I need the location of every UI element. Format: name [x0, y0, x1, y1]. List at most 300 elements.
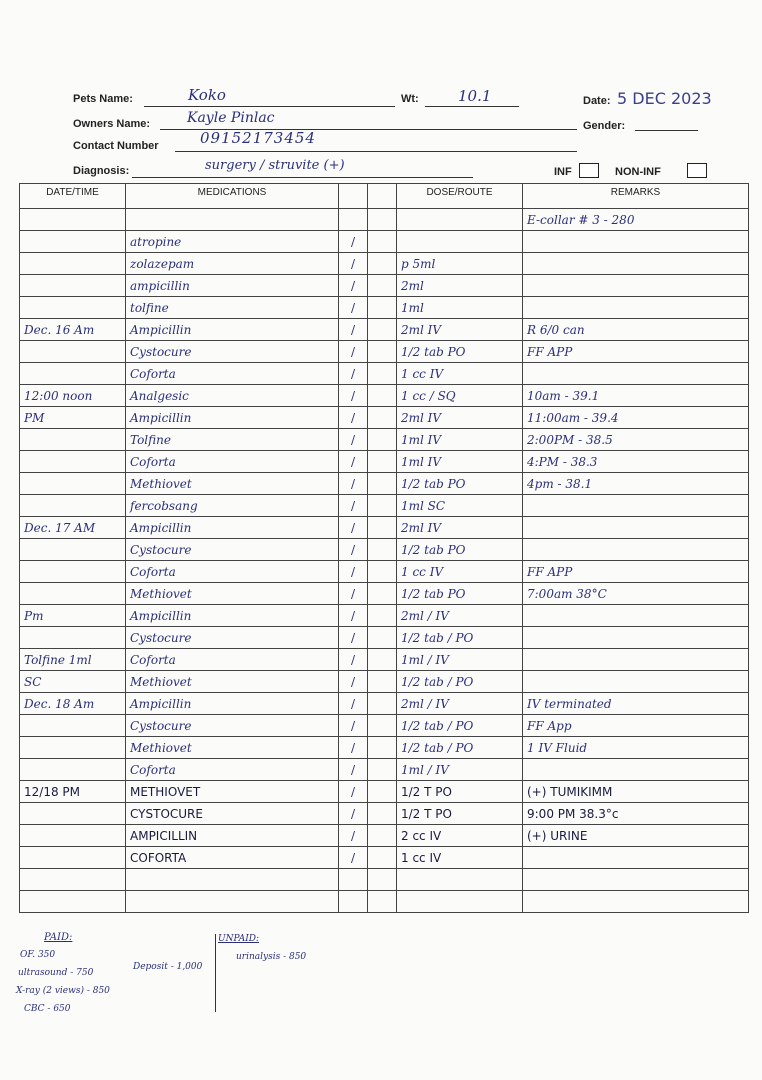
cell-check-1: [339, 297, 368, 319]
owners-name-label: Owners Name:: [73, 118, 151, 130]
cell-remarks: [523, 297, 749, 319]
table-row: [20, 737, 749, 759]
cell-date-time: [20, 517, 126, 539]
cell-check-1: [339, 847, 368, 869]
table-row: [20, 671, 749, 693]
cell-remarks: [523, 759, 749, 781]
cell-remarks: [523, 451, 749, 473]
cell-date-time-text: [20, 587, 24, 601]
cell-check-1-text: /: [350, 234, 356, 249]
gender-line: [635, 130, 698, 131]
cell-date-time: [20, 275, 126, 297]
cell-remarks-text: 2:00PM - 38.5: [527, 432, 613, 447]
cell-dose-route-text: 1/2 T PO: [401, 784, 452, 799]
cell-check-2: [368, 693, 397, 715]
cell-remarks-text: 4pm - 38.1: [527, 476, 593, 491]
contact-line: [175, 151, 577, 152]
cell-remarks: [523, 737, 749, 759]
cell-medication-text: Methiovet: [130, 586, 192, 601]
cell-check-2: [368, 517, 397, 539]
cell-check-1: [339, 363, 368, 385]
cell-remarks: [523, 715, 749, 737]
cell-date-time: [20, 297, 126, 319]
cell-remarks-text: [523, 895, 527, 909]
cell-dose-route-text: 1 cc IV: [401, 850, 442, 865]
pets-name-label: Pets Name:: [73, 93, 133, 105]
header-medications: MEDICATIONS: [126, 184, 339, 209]
cell-dose-route: [397, 451, 523, 473]
cell-dose-route: [397, 385, 523, 407]
cell-medication-text: Analgesic: [130, 388, 189, 403]
cell-check-1: [339, 583, 368, 605]
cell-medication-text: Cystocure: [130, 344, 192, 359]
cell-remarks: [523, 825, 749, 847]
cell-dose-route: [397, 737, 523, 759]
cell-check-1-text: /: [350, 278, 356, 293]
table-row: [20, 759, 749, 781]
cell-check-2: [368, 649, 397, 671]
cell-date-time-text: [20, 257, 24, 271]
cell-dose-route: [397, 693, 523, 715]
cell-check-1: [339, 737, 368, 759]
diagnosis-line: [132, 177, 473, 178]
cell-dose-route: [397, 275, 523, 297]
cell-dose-route-text: p 5ml: [401, 256, 436, 271]
cell-remarks-text: 10am - 39.1: [527, 388, 600, 403]
cell-date-time: [20, 803, 126, 825]
cell-medication-text: Coforta: [130, 762, 176, 777]
table-row: [20, 539, 749, 561]
cell-check-1: [339, 319, 368, 341]
cell-medication: [126, 781, 339, 803]
diagnosis-label: Diagnosis:: [73, 165, 130, 177]
cell-date-time: [20, 407, 126, 429]
cell-date-time: [20, 649, 126, 671]
cell-date-time-text: [20, 345, 24, 359]
cell-dose-route-text: 1/2 tab / PO: [401, 740, 474, 755]
cell-medication: [126, 583, 339, 605]
cell-dose-route: [397, 561, 523, 583]
cell-dose-route: [397, 319, 523, 341]
cell-date-time: [20, 451, 126, 473]
inf-checkbox[interactable]: [579, 163, 599, 178]
cell-check-2: [368, 319, 397, 341]
cell-remarks-text: [523, 521, 527, 535]
cell-date-time-text: [20, 213, 24, 227]
paid-title: PAID:: [44, 932, 73, 943]
treatment-log-body: [20, 209, 749, 913]
cell-medication-text: Cystocure: [130, 718, 192, 733]
cell-date-time-text: Tolfine 1ml: [24, 652, 92, 667]
pets-name-value: Koko: [188, 86, 226, 104]
cell-check-1: [339, 209, 368, 231]
cell-remarks: [523, 517, 749, 539]
cell-check-1-text: /: [350, 828, 356, 843]
cell-remarks-text: 1 IV Fluid: [527, 740, 588, 755]
cell-check-1-text: /: [350, 344, 356, 359]
cell-check-1-text: /: [350, 498, 356, 513]
cell-date-time: [20, 781, 126, 803]
cell-check-2: [368, 847, 397, 869]
cell-date-time: [20, 847, 126, 869]
cell-dose-route-text: 1ml IV: [401, 432, 442, 447]
cell-medication-text: tolfine: [130, 300, 169, 315]
cell-remarks-text: FF App: [527, 718, 572, 733]
cell-check-1-text: /: [350, 256, 356, 271]
cell-check-1-text: /: [350, 542, 356, 557]
cell-medication: [126, 297, 339, 319]
cell-date-time-text: 12/18 PM: [24, 784, 80, 799]
cell-date-time: [20, 341, 126, 363]
cell-check-2: [368, 891, 397, 913]
cell-date-time-text: [20, 455, 24, 469]
cell-remarks: [523, 209, 749, 231]
cell-dose-route-text: 1/2 tab / PO: [401, 630, 474, 645]
cell-check-1: [339, 495, 368, 517]
cell-date-time: [20, 605, 126, 627]
paid-line-4: CBC - 650: [24, 1004, 71, 1014]
cell-remarks-text: [523, 499, 527, 513]
cell-dose-route: [397, 825, 523, 847]
cell-medication: [126, 539, 339, 561]
diagnosis-value: surgery / struvite (+): [205, 158, 345, 173]
cell-check-2: [368, 363, 397, 385]
cell-medication: [126, 473, 339, 495]
table-row: [20, 385, 749, 407]
cell-medication: [126, 363, 339, 385]
cell-medication: [126, 253, 339, 275]
cell-medication-text: CYSTOCURE: [130, 806, 203, 821]
cell-medication-text: Ampicillin: [130, 410, 192, 425]
cell-date-time-text: [20, 719, 24, 733]
cell-check-1-text: /: [350, 432, 356, 447]
cell-dose-route-text: 1/2 tab PO: [401, 344, 466, 359]
cell-dose-route: [397, 209, 523, 231]
cell-remarks-text: IV terminated: [527, 696, 612, 711]
cell-medication: [126, 341, 339, 363]
header-remarks: REMARKS: [523, 184, 749, 209]
cell-check-1: [339, 451, 368, 473]
cell-dose-route-text: [397, 873, 401, 887]
cell-medication-text: [126, 895, 130, 909]
cell-dose-route: [397, 473, 523, 495]
cell-date-time: [20, 473, 126, 495]
pets-name-line: [144, 106, 395, 107]
cell-medication: [126, 495, 339, 517]
cell-check-2: [368, 341, 397, 363]
cell-check-1-text: /: [350, 762, 356, 777]
table-row: [20, 891, 749, 913]
treatment-log-table: [19, 183, 749, 913]
cell-remarks-text: R 6/0 can: [527, 322, 585, 337]
cell-check-1: [339, 781, 368, 803]
cell-dose-route: [397, 605, 523, 627]
cell-check-1-text: /: [350, 520, 356, 535]
cell-date-time: [20, 319, 126, 341]
cell-medication-text: COFORTA: [130, 850, 187, 865]
cell-medication: [126, 627, 339, 649]
table-row: [20, 473, 749, 495]
cell-dose-route: [397, 253, 523, 275]
cell-check-1-text: /: [350, 740, 356, 755]
table-row: [20, 319, 749, 341]
gender-label: Gender:: [583, 120, 626, 132]
cell-date-time: [20, 869, 126, 891]
cell-medication-text: Coforta: [130, 652, 176, 667]
cell-medication-text: AMPICILLIN: [130, 828, 198, 843]
cell-check-1-text: /: [350, 850, 356, 865]
table-row: [20, 275, 749, 297]
cell-dose-route: [397, 363, 523, 385]
cell-check-2: [368, 627, 397, 649]
cell-dose-route: [397, 869, 523, 891]
cell-medication-text: fercobsang: [130, 498, 198, 513]
cell-dose-route-text: 2ml IV: [401, 410, 442, 425]
table-row: [20, 429, 749, 451]
cell-date-time: [20, 583, 126, 605]
contact-value: 09152173454: [200, 129, 316, 147]
header-dose-route: DOSE/ROUTE: [397, 184, 523, 209]
cell-date-time: [20, 385, 126, 407]
unpaid-title: UNPAID:: [218, 934, 259, 944]
cell-medication-text: Cystocure: [130, 630, 192, 645]
cell-dose-route-text: 1ml: [401, 300, 424, 315]
cell-remarks-text: 7:00am 38°C: [527, 586, 607, 601]
cell-check-1: [339, 473, 368, 495]
header-check-1: [339, 184, 368, 209]
cell-dose-route-text: 1 cc / SQ: [401, 388, 456, 403]
cell-check-1-text: /: [350, 454, 356, 469]
cell-remarks: [523, 363, 749, 385]
cell-check-2: [368, 671, 397, 693]
cell-remarks-text: [523, 851, 527, 865]
cell-remarks-text: 9:00 PM 38.3°c: [527, 806, 619, 821]
cell-medication-text: Ampicillin: [130, 520, 192, 535]
cell-date-time-text: [20, 851, 24, 865]
cell-medication-text: [126, 873, 130, 887]
cell-date-time-text: [20, 895, 24, 909]
cell-date-time-text: Pm: [24, 608, 44, 623]
cell-check-1: [339, 275, 368, 297]
cell-date-time-text: [20, 367, 24, 381]
table-row: [20, 583, 749, 605]
cell-remarks: [523, 847, 749, 869]
cell-check-2: [368, 737, 397, 759]
cell-check-2: [368, 561, 397, 583]
footer-divider: [215, 934, 216, 1012]
cell-medication: [126, 451, 339, 473]
cell-dose-route-text: [397, 213, 401, 227]
cell-remarks: [523, 319, 749, 341]
cell-remarks: [523, 539, 749, 561]
table-row: [20, 517, 749, 539]
cell-medication: [126, 561, 339, 583]
cell-check-1: [339, 561, 368, 583]
cell-dose-route-text: 1/2 tab PO: [401, 476, 466, 491]
cell-check-1-text: /: [350, 300, 356, 315]
cell-dose-route: [397, 671, 523, 693]
cell-dose-route-text: 1ml SC: [401, 498, 446, 513]
inf-label: INF: [554, 166, 572, 178]
cell-check-1: [339, 341, 368, 363]
cell-remarks-text: (+) TUMIKIMM: [527, 784, 613, 799]
cell-remarks-text: [523, 257, 527, 271]
cell-medication: [126, 671, 339, 693]
cell-check-1-text: /: [350, 366, 356, 381]
cell-date-time-text: Dec. 17 AM: [24, 520, 96, 535]
cell-dose-route-text: 1 cc IV: [401, 366, 444, 381]
cell-check-1: [339, 253, 368, 275]
cell-medication: [126, 737, 339, 759]
date-label: Date:: [583, 95, 611, 107]
cell-medication: [126, 275, 339, 297]
cell-medication: [126, 517, 339, 539]
cell-dose-route-text: 1/2 tab / PO: [401, 674, 474, 689]
table-row: [20, 495, 749, 517]
table-row: [20, 847, 749, 869]
cell-date-time-text: [20, 433, 24, 447]
table-row: [20, 231, 749, 253]
cell-remarks: [523, 803, 749, 825]
cell-check-2: [368, 209, 397, 231]
cell-check-2: [368, 803, 397, 825]
cell-medication: [126, 385, 339, 407]
cell-dose-route: [397, 495, 523, 517]
cell-check-2: [368, 583, 397, 605]
cell-check-1: [339, 429, 368, 451]
cell-remarks: [523, 561, 749, 583]
contact-label: Contact Number: [73, 140, 159, 152]
cell-check-2: [368, 825, 397, 847]
cell-remarks: [523, 671, 749, 693]
cell-date-time-text: [20, 763, 24, 777]
cell-medication-text: Coforta: [130, 454, 176, 469]
cell-remarks: [523, 891, 749, 913]
cell-dose-route-text: 2ml / IV: [401, 696, 449, 711]
cell-medication-text: Ampicillin: [130, 322, 192, 337]
cell-remarks-text: [523, 653, 527, 667]
cell-date-time-text: SC: [24, 674, 42, 689]
cell-medication: [126, 869, 339, 891]
cell-check-2: [368, 759, 397, 781]
cell-dose-route-text: 2ml / IV: [401, 608, 449, 623]
cell-medication: [126, 649, 339, 671]
paid-line-1: OF. 350: [20, 950, 56, 960]
paid-line-3: X-ray (2 views) - 850: [16, 986, 110, 996]
cell-check-2: [368, 451, 397, 473]
cell-date-time: [20, 825, 126, 847]
wt-label: Wt:: [401, 93, 419, 105]
unpaid-line-1: urinalysis - 850: [236, 952, 307, 962]
table-row: [20, 407, 749, 429]
cell-remarks-text: [523, 279, 527, 293]
cell-medication-text: METHIOVET: [130, 784, 201, 799]
table-row: [20, 297, 749, 319]
cell-dose-route-text: 1/2 tab PO: [401, 542, 466, 557]
cell-remarks: [523, 627, 749, 649]
cell-remarks: [523, 869, 749, 891]
cell-date-time-text: [20, 807, 24, 821]
cell-check-2: [368, 869, 397, 891]
owners-name-value: Kayle Pinlac: [187, 110, 275, 126]
cell-medication: [126, 759, 339, 781]
cell-check-2: [368, 781, 397, 803]
cell-date-time: [20, 671, 126, 693]
cell-date-time: [20, 495, 126, 517]
cell-date-time-text: [20, 301, 24, 315]
cell-medication: [126, 231, 339, 253]
cell-dose-route: [397, 781, 523, 803]
deposit-note: Deposit - 1,000: [133, 962, 203, 972]
cell-remarks-text: [523, 367, 527, 381]
cell-check-1-text: /: [350, 586, 356, 601]
cell-remarks: [523, 693, 749, 715]
cell-date-time: [20, 693, 126, 715]
cell-check-1: [339, 385, 368, 407]
cell-medication: [126, 407, 339, 429]
table-row: [20, 605, 749, 627]
cell-date-time: [20, 231, 126, 253]
noninf-label: NON-INF: [615, 166, 661, 178]
cell-check-1-text: /: [350, 564, 356, 579]
cell-check-1: [339, 693, 368, 715]
cell-check-1-text: /: [350, 630, 356, 645]
cell-date-time: [20, 253, 126, 275]
cell-remarks: [523, 385, 749, 407]
cell-dose-route-text: 1ml / IV: [401, 652, 449, 667]
table-row: [20, 649, 749, 671]
cell-check-1-text: /: [350, 476, 356, 491]
cell-medication: [126, 715, 339, 737]
cell-dose-route: [397, 759, 523, 781]
cell-remarks-text: [523, 235, 527, 249]
cell-check-1-text: /: [350, 652, 356, 667]
cell-remarks-text: [523, 609, 527, 623]
cell-medication: [126, 803, 339, 825]
cell-medication: [126, 605, 339, 627]
cell-dose-route-text: 1ml IV: [401, 454, 442, 469]
cell-dose-route-text: 1ml / IV: [401, 762, 449, 777]
cell-medication-text: Ampicillin: [130, 696, 192, 711]
cell-date-time-text: [20, 477, 24, 491]
cell-check-2: [368, 539, 397, 561]
cell-dose-route-text: 1/2 tab PO: [401, 586, 466, 601]
table-row: [20, 869, 749, 891]
cell-medication-text: Methiovet: [130, 674, 192, 689]
cell-date-time: [20, 363, 126, 385]
cell-dose-route: [397, 407, 523, 429]
cell-medication: [126, 847, 339, 869]
cell-date-time: [20, 429, 126, 451]
wt-value: 10.1: [458, 87, 492, 105]
header-check-2: [368, 184, 397, 209]
cell-dose-route: [397, 517, 523, 539]
cell-check-1-text: /: [350, 410, 356, 425]
cell-check-1: [339, 869, 368, 891]
cell-medication: [126, 693, 339, 715]
noninf-checkbox[interactable]: [687, 163, 707, 178]
cell-dose-route: [397, 583, 523, 605]
cell-check-1: [339, 649, 368, 671]
cell-dose-route: [397, 231, 523, 253]
cell-medication: [126, 429, 339, 451]
cell-date-time-text: [20, 631, 24, 645]
cell-remarks: [523, 231, 749, 253]
cell-check-1: [339, 539, 368, 561]
cell-remarks: [523, 275, 749, 297]
cell-dose-route-text: 2 cc IV: [401, 828, 442, 843]
cell-check-2: [368, 231, 397, 253]
